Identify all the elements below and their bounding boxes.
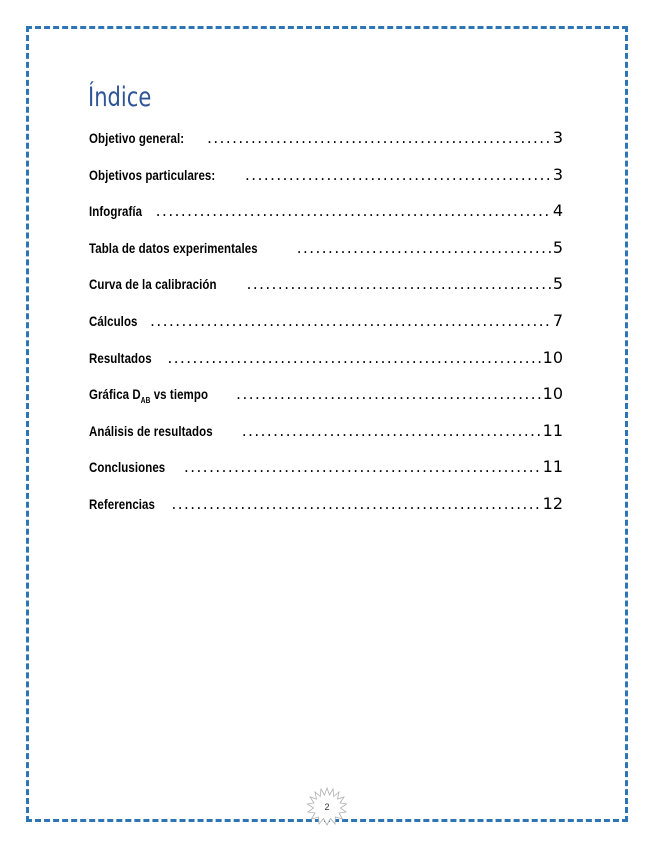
toc-dot-leader: [184, 458, 541, 476]
toc-label-prefix: Gráfica D: [89, 386, 141, 403]
toc-page-number: 10: [542, 347, 563, 367]
toc-entry-label: Curva de la calibración: [89, 276, 217, 293]
toc-entry-infografia[interactable]: [89, 201, 563, 238]
toc-page-number: 7: [552, 310, 563, 330]
toc-page-number: 3: [552, 128, 563, 147]
toc-dot-leader: [247, 275, 551, 293]
toc-dot-leader: [236, 385, 540, 403]
toc-entry-label: Referencias: [89, 495, 155, 512]
table-of-contents: [89, 128, 563, 531]
toc-entry-conclusiones[interactable]: [89, 457, 563, 494]
toc-page-number: 12: [542, 493, 563, 513]
toc-entry-tabla-de-datos[interactable]: [89, 238, 563, 275]
toc-label-subscript: AB: [140, 395, 151, 405]
toc-page-number: 4: [552, 201, 563, 221]
toc-entry-label: Objetivo general:: [89, 130, 185, 146]
toc-entry-label: Objetivos particulares:: [89, 166, 216, 183]
toc-entry-objetivo-general[interactable]: [89, 128, 563, 165]
toc-entry-curva-calibracion[interactable]: [89, 274, 563, 311]
toc-entry-resultados[interactable]: [89, 348, 563, 385]
toc-page-number: 3: [552, 164, 563, 184]
toc-dot-leader: [167, 349, 540, 367]
toc-entry-referencias[interactable]: [89, 494, 563, 531]
toc-page-number: 5: [552, 237, 563, 257]
toc-dot-leader: [242, 422, 541, 440]
toc-page-number: 11: [542, 457, 563, 477]
toc-page-number: 10: [542, 384, 563, 404]
page-number: 2: [324, 802, 330, 812]
toc-entry-label: Conclusiones: [89, 459, 166, 476]
toc-entry-calculos[interactable]: [89, 311, 563, 348]
toc-entry-objetivos-particulares[interactable]: [89, 165, 563, 202]
toc-entry-label: Análisis de resultados: [89, 422, 213, 439]
toc-entry-label: [89, 386, 208, 405]
toc-dot-leader: [297, 239, 551, 257]
toc-dot-leader: [156, 202, 551, 220]
page-title: Índice: [88, 82, 152, 113]
toc-page-number: 5: [552, 274, 563, 294]
toc-entry-label: Infografía: [89, 203, 143, 220]
toc-entry-label: Resultados: [89, 349, 152, 366]
toc-dot-leader: [245, 166, 551, 184]
toc-entry-analisis-resultados[interactable]: [89, 421, 563, 458]
toc-entry-label: Tabla de datos experimentales: [89, 239, 258, 256]
toc-label-suffix: vs tiempo: [150, 386, 209, 403]
toc-dot-leader: [207, 129, 551, 147]
toc-page-number: 11: [542, 420, 563, 440]
toc-entry-grafica-dab[interactable]: [89, 384, 563, 421]
toc-entry-label: Cálculos: [89, 312, 138, 329]
toc-dot-leader: [150, 312, 551, 330]
toc-dot-leader: [171, 495, 540, 513]
page-number-badge: [304, 784, 350, 828]
